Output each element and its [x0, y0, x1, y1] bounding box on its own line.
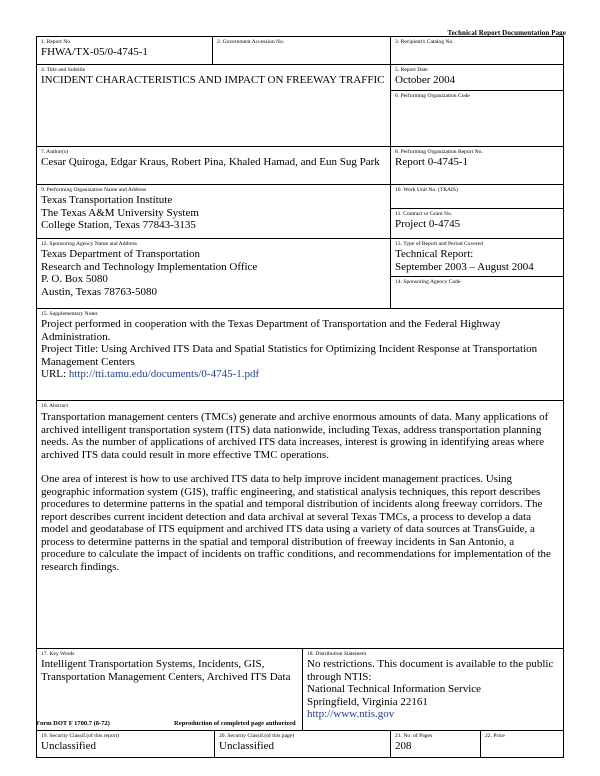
abstract-paragraph-2: One area of interest is how to use archived ITS data to help improve incident management practices. Using geographic information system (GIS), traffic engineering, and statistical analysis techniques, this report describes procedures to determine patterns in the spatial and temporal distribution of incidents along freeway corridors. The report describes current incident detection and data archival at several Texas TMCs, a process to develop a data model and geodatabase of ITS equipment and archived ITS data using a variety of data sources at TransGuide, a process to determine patterns in the spatial and temporal distribution of freeway incidents in San Antonio, a procedure to calculate the impact of incidents on traffic conditions, and recommendations for implementation of the research findings.	[41, 473, 551, 573]
row-classification	[37, 731, 563, 757]
row-title-date	[37, 65, 563, 147]
value-authors: Cesar Quiroga, Edgar Kraus, Robert Pina, Khaled Hamad, and Eun Sug Park	[41, 156, 380, 168]
url-prefix: URL:	[41, 368, 69, 380]
value-security-page: Unclassified	[219, 740, 274, 752]
value-security-report: Unclassified	[41, 740, 96, 752]
field-performing-org-report-no	[391, 147, 563, 184]
field-gov-accession	[213, 37, 391, 64]
field-recipient-catalog	[391, 37, 563, 64]
value-performing-org: Texas Transportation Institute The Texas A&M University System College Station, Texas 77843-3135	[41, 194, 199, 231]
label-report-date: 5. Report Date	[395, 67, 428, 73]
row-authors	[37, 147, 563, 185]
field-report-type	[391, 239, 563, 277]
field-performing-org-code	[391, 91, 563, 146]
value-notes-line1: Project performed in cooperation with the Texas Department of Transportation and the Federal Highway Administration.	[41, 318, 501, 343]
value-notes-line2: Project Title: Using Archived ITS Data and Spatial Statistics for Optimizing Incident Response at Transportation Management Centers	[41, 343, 538, 368]
label-performing-org-report-no: 8. Performing Organization Report No.	[395, 149, 483, 155]
value-pages: 208	[395, 740, 412, 752]
field-sponsoring-agency	[37, 239, 391, 308]
label-gov-accession: 2. Government Accession No.	[217, 39, 285, 45]
label-sponsoring-agency-code: 14. Sponsoring Agency Code	[395, 279, 461, 285]
label-price: 22. Price	[485, 733, 505, 739]
label-report-no: 1. Report No.	[41, 39, 72, 45]
label-security-report: 19. Security Classif.(of this report)	[41, 733, 119, 739]
field-security-report	[37, 731, 215, 757]
field-abstract	[37, 401, 563, 648]
page-header-title: Technical Report Documentation Page	[447, 29, 566, 37]
reproduction-note: Reproduction of completed page authorized	[174, 720, 296, 727]
row-keywords-distribution	[37, 649, 563, 731]
ntis-url-link[interactable]: http://www.ntis.gov	[307, 708, 395, 720]
field-distribution	[303, 649, 563, 730]
field-report-no	[37, 37, 213, 64]
field-contract-grant	[391, 209, 563, 238]
label-supplementary-notes: 15. Supplementary Notes	[41, 311, 98, 317]
label-recipient-catalog: 3. Recipient's Catalog No.	[395, 39, 454, 45]
field-sponsoring-agency-code	[391, 277, 563, 308]
form-number: Form DOT F 1700.7 (8-72)	[36, 720, 110, 727]
label-key-words: 17. Key Words	[41, 651, 75, 657]
row-supplementary-notes	[37, 309, 563, 401]
label-security-page: 20. Security Classif.(of this page)	[219, 733, 295, 739]
abstract-paragraph-1: Transportation management centers (TMCs) generate and archive enormous amounts of data. Many applications of archived intelligent transportation system (ITS) data nationwide, including Texas, address transportation planning needs. As the number of applications of archived ITS data increases, interest is growing in identifying areas where archived ITS data could result in more effective TMC operations.	[41, 411, 549, 461]
field-key-words	[37, 649, 303, 730]
column-workunit-contract	[391, 185, 563, 238]
label-distribution: 18. Distribution Statement	[307, 651, 367, 657]
field-work-unit	[391, 185, 563, 209]
field-title-subtitle	[37, 65, 391, 146]
label-sponsoring-agency: 12. Sponsoring Agency Name and Address	[41, 241, 138, 247]
field-performing-org	[37, 185, 391, 238]
row-sponsoring	[37, 239, 563, 309]
label-abstract: 16. Abstract	[41, 403, 69, 409]
field-security-page	[215, 731, 391, 757]
value-distribution: No restrictions. This document is available to the public through NTIS: National Technical Information Service Springfield, Virginia 22161	[307, 658, 554, 708]
row-performing-org	[37, 185, 563, 239]
field-report-date	[391, 65, 563, 91]
label-report-type: 13. Type of Report and Period Covered	[395, 241, 483, 247]
field-supplementary-notes	[37, 309, 563, 400]
label-authors: 7. Author(s)	[41, 149, 69, 155]
label-title-subtitle: 4. Title and Subtitle	[41, 67, 86, 73]
value-contract-grant: Project 0-4745	[395, 218, 461, 230]
documentation-form	[36, 36, 564, 758]
label-performing-org-code: 6. Performing Organization Code	[395, 93, 470, 99]
value-title-subtitle: INCIDENT CHARACTERISTICS AND IMPACT ON FREEWAY TRAFFIC	[41, 74, 385, 86]
value-performing-org-report-no: Report 0-4745-1	[395, 156, 469, 168]
report-url-link[interactable]: http://tti.tamu.edu/documents/0-4745-1.pdf	[68, 368, 260, 380]
column-reporttype-agencycode	[391, 239, 563, 308]
label-performing-org: 9. Performing Organization Name and Address	[41, 187, 147, 193]
value-report-no: FHWA/TX-05/0-4745-1	[41, 46, 148, 58]
value-key-words: Intelligent Transportation Systems, Incidents, GIS, Transportation Management Centers, Archived ITS Data	[41, 658, 291, 683]
row-abstract	[37, 401, 563, 649]
field-pages	[391, 731, 481, 757]
field-authors	[37, 147, 391, 184]
column-date-orgcode	[391, 65, 563, 146]
value-report-date: October 2004	[395, 74, 456, 86]
label-pages: 21. No. of Pages	[395, 733, 433, 739]
label-contract-grant: 11. Contract or Grant No.	[395, 211, 453, 217]
row-report-numbers	[37, 37, 563, 65]
form-footer	[36, 720, 564, 727]
field-price	[481, 731, 563, 757]
value-notes-url-line	[41, 368, 559, 381]
value-sponsoring-agency: Texas Department of Transportation Research and Technology Implementation Office P. O. Box 5080 Austin, Texas 78763-5080	[41, 248, 258, 298]
label-work-unit: 10. Work Unit No. (TRAIS)	[395, 187, 458, 193]
value-report-type: Technical Report: September 2003 – August 2004	[395, 248, 534, 273]
